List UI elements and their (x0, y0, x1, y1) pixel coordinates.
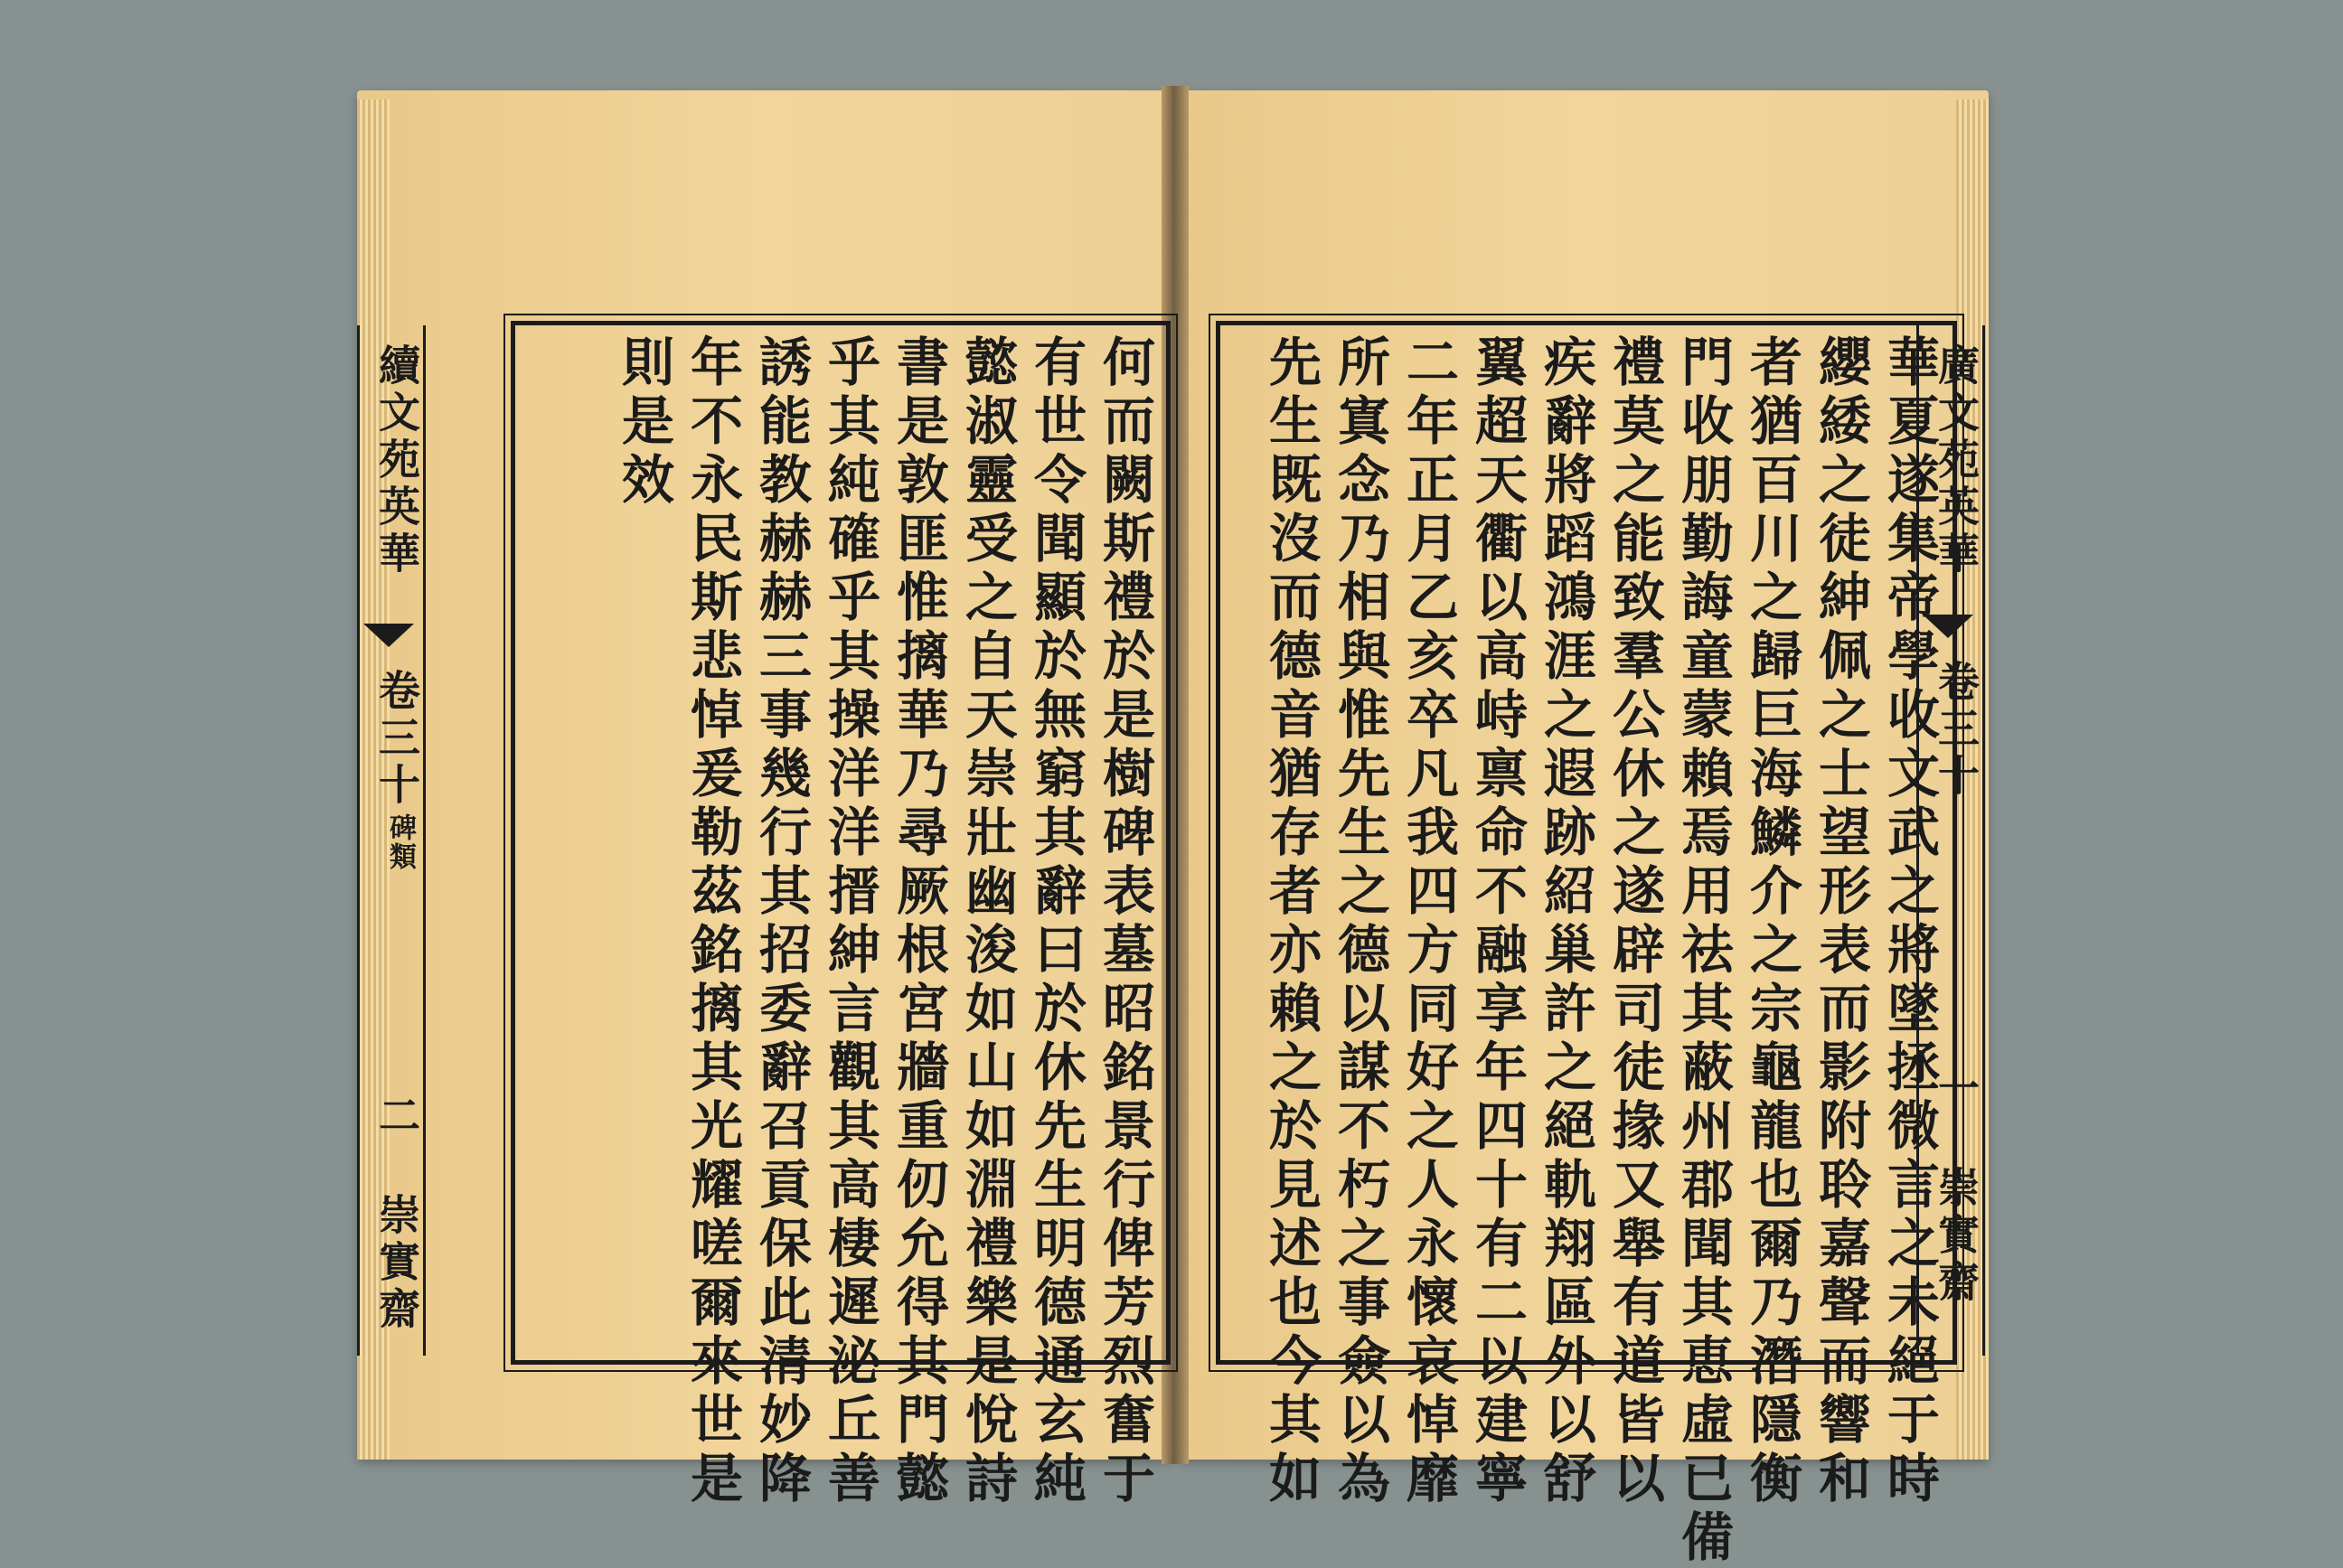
text-column: 何而闕斯禮於是樹碑表墓昭銘景行俾芳烈奮于 (1094, 334, 1155, 1509)
text-column: 乎其純確乎其操洋洋搢紳言觀其高棲遲泌丘善 (819, 334, 880, 1509)
right-text-frame (1216, 321, 1957, 1568)
text-column: 華夏遂集帝學收文武之將墜拯微言之未絕于時 (1878, 334, 1940, 1509)
right-page-margin (1916, 325, 1985, 1356)
text-column: 有世令聞顯於無窮其辭曰於休先生明德通玄純 (1025, 334, 1087, 1509)
text-column: 疾辭將蹈鴻涯之遐跡紹巢許之絕軌翔區外以舒 (1535, 334, 1596, 1509)
left-margin-title: 續文苑英華 (372, 343, 421, 578)
left-margin-category: 碑類 (384, 813, 416, 871)
text-column: 門收朋勤誨童蒙賴焉用祛其蔽州郡聞其恵虛已備 (1672, 334, 1734, 1568)
left-page-margin (357, 325, 426, 1356)
text-column: 先生既沒而德音猶存者亦賴之於見述也今其如 (1260, 334, 1322, 1509)
left-margin-publisher: 崇實齋 (372, 1193, 421, 1334)
left-margin-page-no: 二 (372, 1094, 421, 1141)
fishtail-mark (1923, 615, 1973, 638)
text-column: 者猶百川之歸巨海鱗介之宗龜龍也爾乃潛隱衡 (1741, 334, 1802, 1509)
text-column: 則是效 (613, 334, 674, 511)
text-column: 年不永民斯悲悼爰勒茲銘摛其光耀嗟爾來世是 (682, 334, 743, 1509)
text-column: 書是敦匪惟摛華乃尋厥根宮牆重仞允得其門懿 (888, 334, 949, 1509)
text-column: 纓緌之徒紳佩之士望形表而影附聆嘉聲而響和 (1810, 334, 1871, 1509)
right-margin-publisher: 崇實齋 (1932, 1166, 1981, 1307)
right-margin-juan: 卷三十 (1932, 660, 1981, 801)
right-margin-page-no: 一 (1932, 1066, 1981, 1113)
text-column: 禮莫之能致羣公休之遂辟司徒掾又舉有道皆以 (1604, 334, 1665, 1509)
text-column: 翼超天衢以高峙禀命不融享年四十有二以建寧 (1466, 334, 1528, 1509)
text-column: 懿淑靈受之自天崇壯幽浚如山如淵禮樂是悅詩 (956, 334, 1018, 1509)
text-column: 所寘念乃相與惟先生之德以謀不朽之事僉以為 (1329, 334, 1390, 1509)
left-text-columns (522, 334, 1159, 1509)
text-column: 二年正月乙亥卒凡我四方同好之人永懷哀悼靡 (1397, 334, 1459, 1509)
right-margin-title: 廣文苑英華 (1932, 343, 1981, 578)
left-margin-juan: 卷三十 (372, 669, 421, 810)
fishtail-mark (363, 624, 414, 647)
right-text-columns (1229, 334, 1943, 1568)
text-column: 誘能教赫赫三事幾行其招委辭召貢保此清妙降 (750, 334, 812, 1509)
left-text-frame (511, 321, 1171, 1509)
